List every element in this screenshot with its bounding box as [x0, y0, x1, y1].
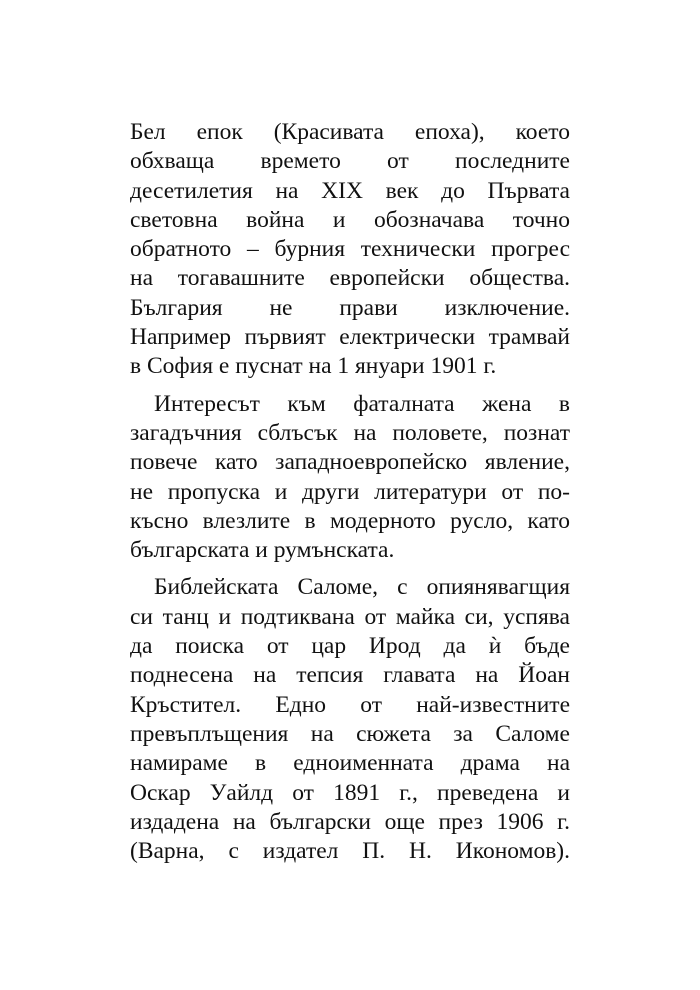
text-line: българската и румънската.	[130, 537, 395, 564]
text-line: на тогавашните европейски общества.	[130, 265, 570, 292]
text-line: поднесена на тепсия главата на Йоан	[130, 662, 570, 689]
text-line: повече като западноевропейско явление,	[130, 449, 570, 476]
paragraph-3	[130, 573, 570, 866]
text-line: Библейската Саломе, с опиянявагщия	[154, 574, 570, 601]
text-line: късно влезлите в модерното русло, като	[130, 507, 570, 534]
text-line: десетилетия на XIX век до Първата	[130, 177, 570, 204]
text-line: не пропуска и други литератури от по-	[130, 478, 570, 505]
text-line: издадена на български още през 1906 г.	[130, 808, 570, 835]
text-line: Например първият електрически трамвай	[130, 324, 570, 351]
text-line: да поиска от цар Ирод да ѝ бъде	[130, 633, 570, 660]
paragraph-spacer	[130, 565, 570, 573]
paragraph-spacer	[130, 382, 570, 390]
text-line: световна война и обозначава точно	[130, 206, 570, 233]
text-line: в София е пуснат на 1 януари 1901 г.	[130, 353, 497, 380]
text-line: България не прави изключение.	[130, 294, 570, 321]
text-line: си танц и подтиквана от майка си, успява	[130, 603, 570, 630]
text-line: (Варна, с издател П. Н. Икономов).	[130, 838, 570, 865]
text-line: Кръстител. Едно от най-известните	[130, 691, 570, 718]
text-line: загадъчния сблъсък на половете, познат	[130, 419, 570, 446]
text-line: Оскар Уайлд от 1891 г., преведена и	[130, 779, 570, 806]
text-line: обхваща времето от последните	[130, 148, 570, 175]
text-line: превъплъщения на сюжета за Саломе	[130, 720, 570, 747]
text-line: Интересът към фаталната жена в	[154, 390, 570, 417]
text-line: Бел епок (Красивата епоха), което	[130, 119, 570, 145]
paragraph-2	[130, 390, 570, 566]
paragraph-1	[130, 118, 570, 382]
document-page	[130, 118, 570, 866]
text-line: обратното – бурния технически прогрес	[130, 236, 570, 263]
text-line: намираме в едноименната драма на	[130, 750, 570, 777]
